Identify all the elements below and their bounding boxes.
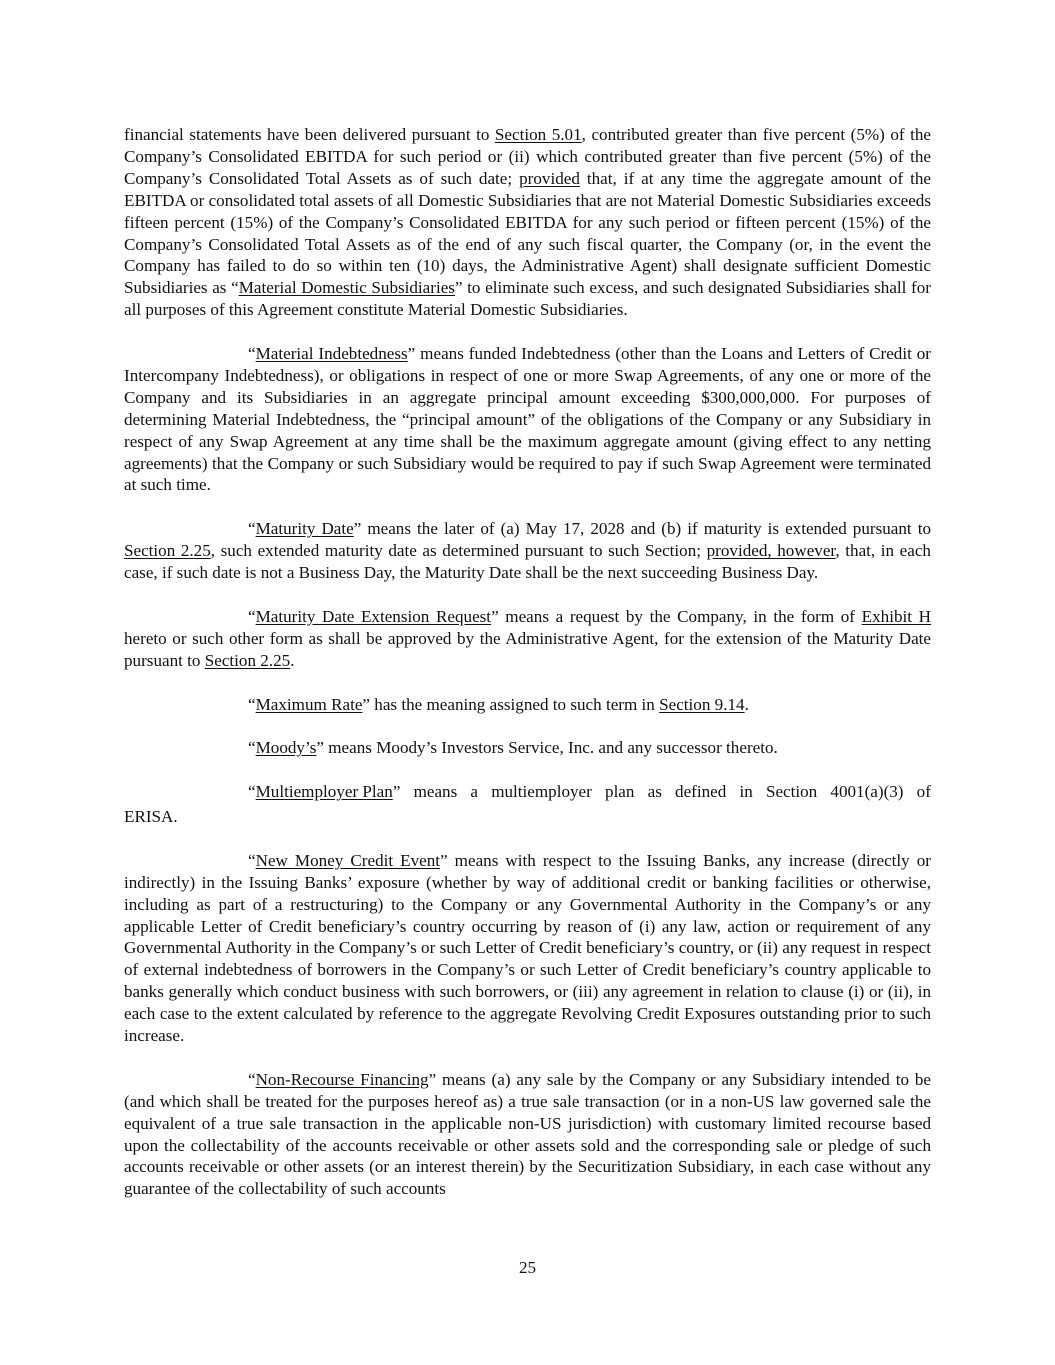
multiemployer-line-1: “Multiemployer Plan” means a multiemployer plan as defined in Section 4001(a)(3) of [248, 782, 931, 802]
definition-moodys: “Moody’s” means Moody’s Investors Service, Inc. and any successor thereto. [248, 738, 778, 758]
defined-term: Maximum Rate [255, 694, 363, 714]
definition-maximum-rate: “Maximum Rate” has the meaning assigned to such term in Section 9.14. [248, 694, 749, 714]
document-page [124, 124, 931, 1200]
defined-term: Maturity Date Extension Request [255, 606, 492, 626]
proviso-term: provided [519, 168, 580, 188]
definition-multiemployer-plan [124, 781, 931, 828]
exhibit-reference: Exhibit H [861, 606, 931, 626]
definition-non-recourse-financing: “Non-Recourse Financing” means (a) any sale by the Company or any Subsidiary intended to be (and which shall be treated for the purposes hereof as) a true sale transaction (or in a non-US law governed sale the equivalent of a true sale transaction in the applicable non-US jurisdiction) with customary limited recourse based upon the collectability of the accounts receivable or other assets sold and the corresponding sale or pledge of such accounts receivable or other assets (or an interest therein) by the Securitization Subsidiary, in each case without any guarantee of the collectability of such accounts [124, 1069, 932, 1199]
defined-term: Material Indebtedness [255, 344, 408, 364]
section-reference: Section 2.25 [204, 650, 291, 670]
defined-term: Maturity Date [255, 519, 354, 539]
section-reference: Section 5.01 [494, 125, 582, 144]
defined-term: Multiemployer Plan [255, 782, 393, 802]
definition-maturity-date-extension-request: “Maturity Date Extension Request” means a request by the Company, in the form of Exhibit H hereto or such other form as shall be approved by the Administrative Agent, for the extension of the Maturity Date pursuant to Section 2.25. [124, 606, 931, 670]
proviso-term: provided, however [706, 541, 836, 561]
defined-term: Non-Recourse Financing [255, 1069, 429, 1089]
defined-term: Material Domestic Subsidiaries [238, 278, 455, 298]
definition-new-money-credit-event: “New Money Credit Event” means with respect to the Issuing Banks, any increase (directly or indirectly) in the Issuing Banks’ exposure (whether by way of additional credit or banking facilities or otherwise, including as part of a restructuring) to the Company or any Governmental Authority in the Company’s or any applicable Letter of Credit beneficiary’s country occurring by reason of (i) any law, action or requirement of any Governmental Authority in the Company’s or such Letter of Credit beneficiary’s country, or (ii) any request in respect of external indebtedness of borrowers in the Company’s or such Letter of Credit beneficiary’s country applicable to banks generally which conduct business with such borrowers, or (iii) any agreement in relation to clause (i) or (ii), in each case to the extent calculated by reference to the aggregate Revolving Credit Exposures outstanding prior to such increase. [124, 850, 931, 1046]
section-reference: Section 9.14 [659, 694, 745, 714]
section-reference: Section 2.25 [124, 541, 211, 561]
multiemployer-line-2: ERISA. [124, 807, 178, 826]
defined-term: Moody’s [255, 738, 317, 758]
defined-term: New Money Credit Event [255, 850, 441, 870]
page-number: 25 [518, 1258, 537, 1277]
definition-material-indebtedness: “Material Indebtedness” means funded Indebtedness (other than the Loans and Letters of Credit or Intercompany Indebtedness), or obligations in respect of one or more Swap Agreements, of any one or more of the Company and its Subsidiaries in an aggregate principal amount exceeding $300,000,000. For purposes of determining Material Indebtedness, the “principal amount” of the obligations of the Company or any Subsidiary in respect of any Swap Agreement at any time shall be the maximum aggregate amount (giving effect to any netting agreements) that the Company or such Subsidiary would be required to pay if such Swap Agreement were terminated at such time. [124, 344, 931, 495]
definition-maturity-date: “Maturity Date” means the later of (a) May 17, 2028 and (b) if maturity is extended pursuant to Section 2.25, such extended maturity date as determined pursuant to such Section; provided, however, that, in each case, if such date is not a Business Day, the Maturity Date shall be the next succeeding Business Day. [124, 519, 931, 583]
paragraph-material-domestic-subsidiaries-cont: financial statements have been delivered pursuant to Section 5.01, contributed greater than five percent (5%) of the Company’s Consolidated EBITDA for such period or (ii) which contributed greater than five percent (5%) of the Company’s Consolidated Total Assets as of such date; provided that, if at any time the aggregate amount of the EBITDA or consolidated total assets of all Domestic Subsidiaries that are not Material Domestic Subsidiaries exceeds fifteen percent (15%) of the Company’s Consolidated EBITDA for any such period or fifteen percent (15%) of the Company’s Consolidated Total Assets as of the end of any such fiscal quarter, the Company (or, in the event the Company has failed to do so within ten (10) days, the Administrative Agent) shall designate sufficient Domestic Subsidiaries as “Material Domestic Subsidiaries” to eliminate such excess, and such designated Subsidiaries shall for all purposes of this Agreement constitute Material Domestic Subsidiaries. [124, 125, 931, 320]
